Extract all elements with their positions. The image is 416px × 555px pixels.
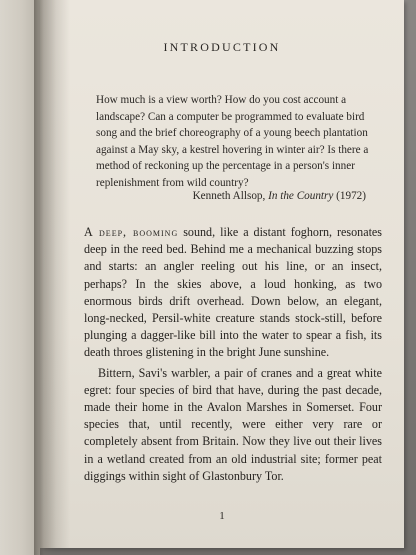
book-gutter — [34, 0, 56, 555]
epigraph-quote: How much is a view worth? How do you cost account a landscape? Can a computer be programmed to evaluate bird song and the brief choreography of a young beech plantation against a May sky, a kestrel hovering in winter air? Is there a method of reckoning up the percentage in a person's inner replenishment from wild country? — [96, 94, 369, 189]
epigraph-attribution — [96, 190, 366, 202]
epigraph-year: (1972) — [336, 190, 366, 202]
body-text — [84, 224, 382, 485]
paragraph-1-text: sound, like a distant foghorn, resonates deep in the reed bed. Behind me a mechanical buzzing stops and starts: an angler reeling out his line, or an insect, perhaps? In the skies above, a loud honking, as two enormous birds drift overhead. Down below, an elegant, long-necked, Persil-white creature stands stock-still, before plunging a dagger-like bill into the water to spear a fish, its death throes glistening in the bright June sunshine. — [84, 225, 383, 360]
epigraph-author: Kenneth Allsop, — [192, 190, 266, 202]
paragraph-lead-in: A deep, booming — [84, 225, 179, 239]
paragraph-1 — [84, 224, 382, 362]
epigraph-work-title: In the Country — [268, 190, 334, 202]
paragraph-2: Bittern, Savi's warbler, a pair of cranes and a great white egret: four species of bird that have, during the past decade, made their home in the Avalon Marshes in Somerset. Four species that, until recently, were either very rare or completely absent from Britain. Now they live out their lives in a wetland created from an old industrial site; former peat diggings within sight of Glastonbury Tor. — [84, 365, 382, 483]
page-number: 1 — [219, 510, 225, 522]
chapter-heading: INTRODUCTION — [163, 40, 281, 54]
